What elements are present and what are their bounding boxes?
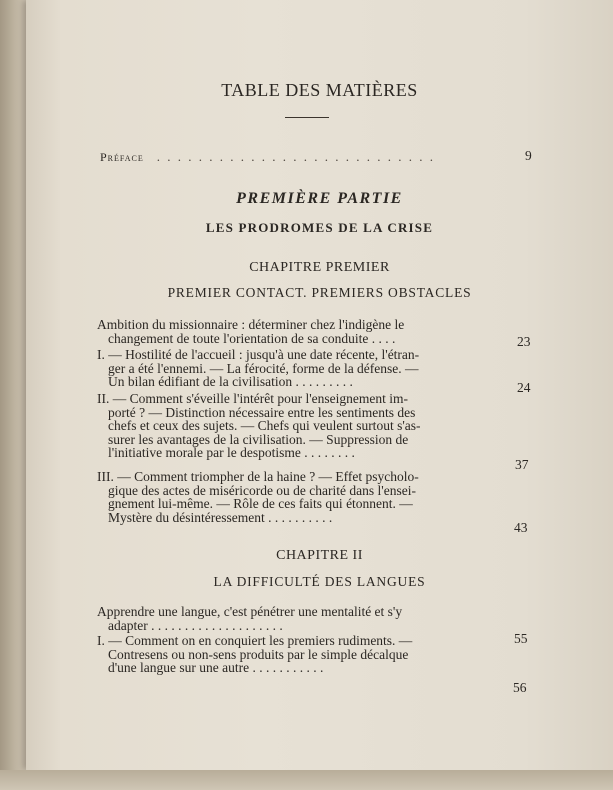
preface-entry: [100, 149, 435, 165]
toc-entry-line: porté ? — Distinction nécessaire entre les sentiments des: [108, 404, 416, 420]
preface-page-number: 9: [525, 148, 532, 163]
toc-entry-line: Un bilan édifiant de la civilisation . . . . . . . . .: [108, 374, 353, 389]
toc-entry-ch1-section-2: [97, 392, 499, 460]
toc-page-number: 23: [517, 334, 531, 349]
toc-entry-ch1-intro: [97, 318, 499, 345]
toc-page-number: 43: [514, 520, 528, 535]
chapter-1-label: CHAPITRE PREMIER: [249, 260, 390, 275]
toc-entry-ch2-section-1: [97, 634, 499, 675]
part-subtitle: LES PRODROMES DE LA CRISE: [205, 220, 434, 235]
toc-entry-ch1-section-1: [97, 348, 499, 389]
toc-entry-ch2-intro: [97, 605, 499, 632]
toc-entry-line: Mystère du désintéressement . . . . . . . . . .: [108, 509, 333, 525]
toc-entry-line: adapter . . . . . . . . . . . . . . . . . . . .: [108, 617, 283, 633]
page-bottom-edge: [0, 770, 613, 790]
toc-entry-line: gnement lui-même. — Rôle de ces faits qui étonnent. —: [108, 496, 413, 511]
chapter-2-title: LA DIFFICULTÉ DES LANGUES: [213, 574, 426, 589]
preface-leader-dots: . . . . . . . . . . . . . . . . . . . . . . . . . . .: [156, 149, 436, 164]
toc-entry-line: l'initiative morale par le despotisme . . . . . . . .: [108, 445, 355, 460]
toc-entry-line: Contresens ou non-sens produits par le simple décalque: [108, 646, 409, 662]
toc-entry-line: Ambition du missionnaire : déterminer chez l'indigène le: [97, 317, 405, 332]
part-title: PREMIÈRE PARTIE: [236, 190, 403, 207]
toc-entry-line: III. — Comment triompher de la haine ? — Effet psycholo-: [97, 469, 419, 484]
toc-page-number: 55: [514, 631, 528, 646]
book-spine-shadow: [0, 0, 26, 790]
toc-entry-ch1-section-3: [97, 470, 499, 524]
toc-entry-line: I. — Hostilité de l'accueil : jusqu'à une date récente, l'étran-: [97, 347, 420, 362]
page-title: TABLE DES MATIÈRES: [221, 80, 418, 100]
toc-page-number: 56: [513, 680, 527, 695]
toc-entry-line: gique des actes de miséricorde ou de charité dans l'ensei-: [108, 482, 416, 498]
chapter-2-label: CHAPITRE II: [276, 548, 363, 563]
toc-entry-line: ger a été l'ennemi. — La férocité, forme de la défense. —: [108, 360, 419, 376]
toc-entry-line: chefs et ceux des sujets. — Chefs qui veulent surtout s'as-: [108, 418, 421, 433]
toc-entry-line: Apprendre une langue, c'est pénétrer une mentalité et s'y: [97, 604, 403, 619]
toc-entry-line: surer les avantages de la civilisation. — Suppression de: [108, 431, 409, 447]
toc-entry-line: I. — Comment on en conquiert les premiers rudiments. —: [97, 633, 413, 648]
chapter-1-title: PREMIER CONTACT. PREMIERS OBSTACLES: [167, 285, 472, 300]
toc-entry-line: d'une langue sur une autre . . . . . . . . . . .: [108, 660, 324, 675]
title-rule-divider: [285, 117, 329, 118]
toc-page-number: 24: [517, 380, 531, 395]
toc-entry-line: changement de toute l'orientation de sa conduite . . . .: [108, 330, 396, 346]
toc-page-number: 37: [515, 457, 529, 472]
preface-label: Préface: [100, 150, 144, 164]
toc-entry-line: II. — Comment s'éveille l'intérêt pour l'enseignement im-: [97, 391, 408, 406]
